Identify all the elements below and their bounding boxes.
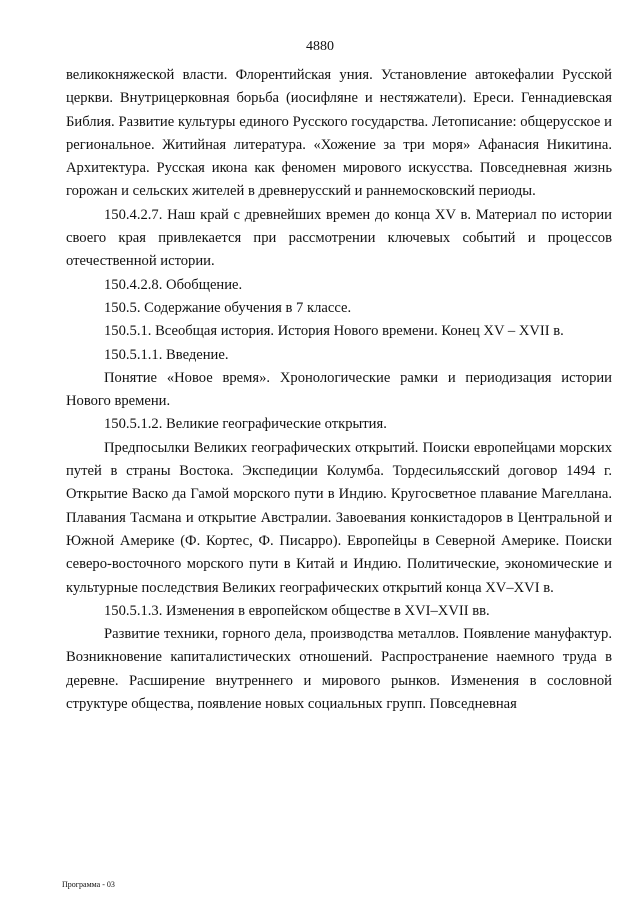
page-footer: Программа - 03	[62, 880, 115, 889]
paragraph-new-time-concept: Понятие «Новое время». Хронологические рамки и периодизация истории Нового времени.	[66, 369, 612, 410]
section-heading: 150.5.1.1. Введение.	[104, 346, 229, 363]
section-heading: 150.5.1.3. Изменения в европейском обществе в XVI–XVII вв.	[104, 602, 490, 619]
page-number: 4880	[306, 39, 334, 54]
section-heading: 150.4.2.8. Обобщение.	[104, 276, 243, 293]
section-heading: 150.5.1. Всеобщая история. История Нового времени. Конец XV – XVII в.	[104, 323, 564, 340]
paragraph-society-changes: Развитие техники, горного дела, производства металлов. Появление мануфактур. Возникновение капиталистических отношений. Распространение наемного труда в деревне. Расширение внутреннего и мирового рынков. Изменения в сословной структуре общества, появление новых социальных групп. Повседневная	[66, 626, 612, 713]
paragraph-continuation: великокняжеской власти. Флорентийская уния. Установление автокефалии Русской церкви. Внутрицерковная борьба (иосифляне и нестяжатели). Ереси. Геннадиевская Библия. Развитие культуры единого Русского государства. Летописание: общерусское и региональное. Житийная литература. «Хожение за три моря» Афанасия Никитина. Архитектура. Русская икона как феномен мирового искусства. Повседневная жизнь горожан и сельских жителей в древнерусский и раннемосковский периоды.	[66, 67, 612, 200]
section-heading: 150.5.1.2. Великие географические открытия.	[104, 416, 387, 433]
document-body	[66, 64, 612, 716]
paragraph-native-land: 150.4.2.7. Наш край с древнейших времен до конца XV в. Материал по истории своего края привлекается при рассмотрении ключевых событий и процессов отечественной истории.	[66, 206, 612, 270]
section-heading: 150.5. Содержание обучения в 7 классе.	[104, 299, 352, 316]
paragraph-discoveries: Предпосылки Великих географических открытий. Поиски европейцами морских путей в страны Востока. Экспедиции Колумба. Тордесильясский договор 1494 г. Открытие Васко да Гамой морского пути в Индию. Кругосветное плавание Магеллана. Плавания Тасмана и открытие Австралии. Завоевания конкистадоров в Центральной и Южной Америке (Ф. Кортес, Ф. Писарро). Европейцы в Северной Америке. Поиски северо-восточного морского пути в Китай и Индию. Политические, экономические и культурные последствия Великих географических открытий конца XV–XVI в.	[66, 439, 612, 596]
